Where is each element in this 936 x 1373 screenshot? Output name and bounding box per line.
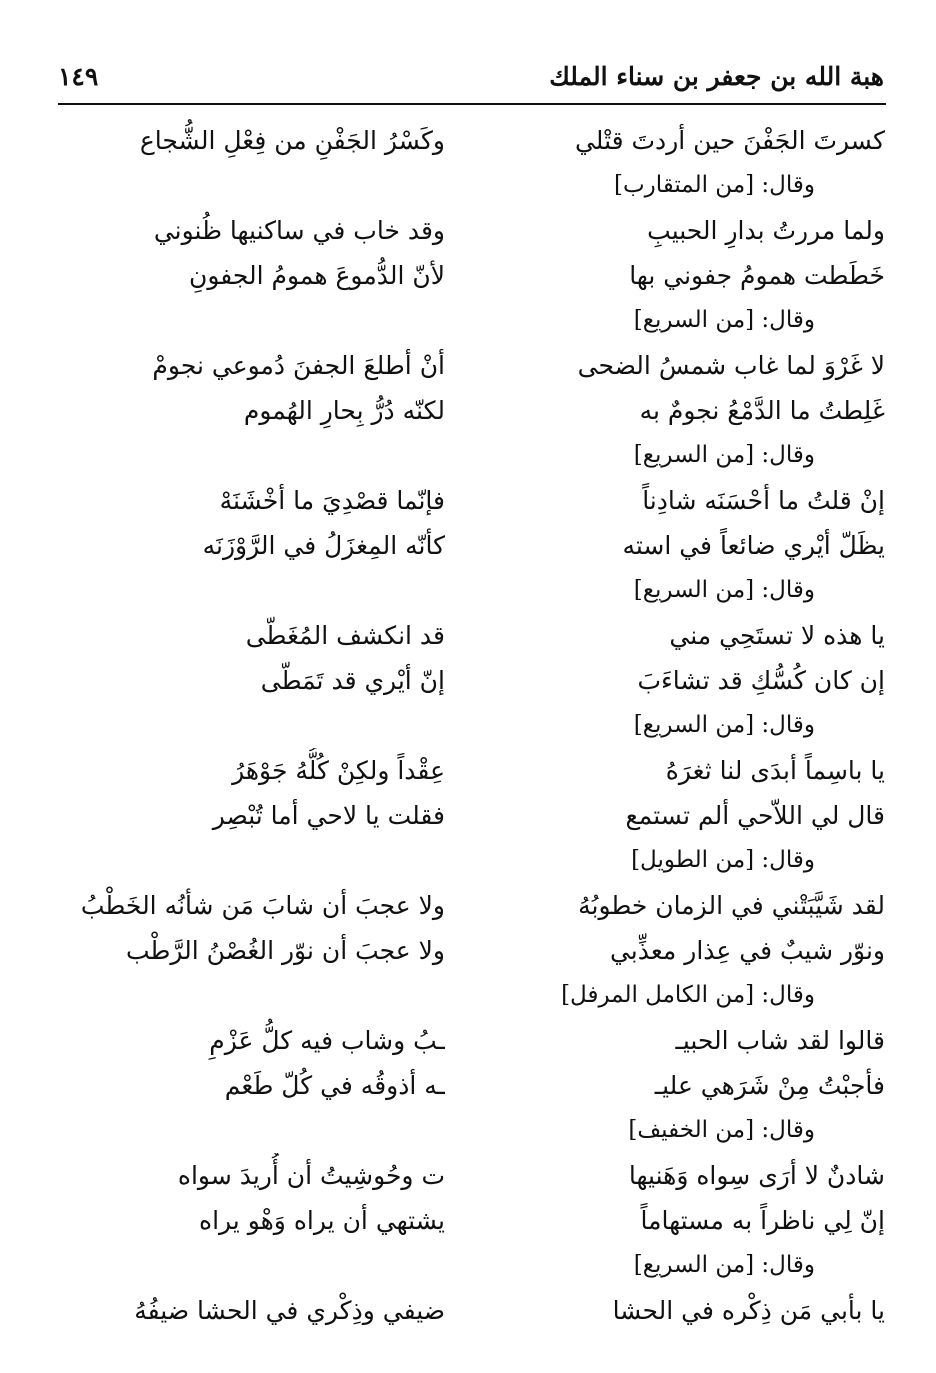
verse-line: [55, 388, 885, 433]
meter-intro-line: [55, 433, 885, 478]
meter-intro-line: [55, 1108, 885, 1153]
first-hemistich: إنّ لِي ناظراً به مستهاماً: [640, 1206, 885, 1235]
second-hemistich: وكَسْرُ الجَفْنِ من فِعْلِ الشُّجاع: [139, 126, 445, 155]
meter-intro-line: [55, 163, 885, 208]
verse-line: [55, 208, 885, 253]
second-hemistich: قد انكشف المُغَطّى: [245, 621, 445, 650]
first-hemistich: لا غَرْوَ لما غاب شمسُ الضحى: [577, 351, 885, 380]
first-hemistich: يا هذه لا تستَحِي مني: [669, 621, 885, 650]
second-hemistich: وقد خاب في ساكنيها ظُنوني: [153, 216, 445, 245]
meter-intro-line: [55, 703, 885, 748]
meter-intro-line: [55, 568, 885, 613]
first-hemistich: يظَلّ أيْري ضائعاً في استه: [622, 531, 885, 560]
meter-intro-line: [55, 1243, 885, 1288]
verse-line: [55, 523, 885, 568]
verse-line: [55, 883, 885, 928]
second-hemistich: ضيفي وذِكْري في الحشا ضيفُهُ: [134, 1296, 445, 1325]
second-hemistich: فإنّما قصْدِيَ ما أخْشَنَهْ: [219, 486, 445, 515]
verse-line: [55, 343, 885, 388]
verse-line: [55, 748, 885, 793]
meter-label: وقال: [من الطويل]: [631, 847, 815, 873]
verse-line: [55, 1153, 885, 1198]
first-hemistich: ولما مررتُ بدارِ الحبيبِ: [647, 216, 885, 245]
running-title: هبة الله بن جعفر بن سناء الملك: [549, 62, 884, 91]
second-hemistich: لأنّ الدُّموعَ همومُ الجفونِ: [188, 261, 445, 290]
header-rule: [58, 103, 886, 105]
first-hemistich: قال لي اللاّحي ألم تستمع: [625, 801, 885, 830]
first-hemistich: شادنٌ لا أرَى سِواه وَهَنيها: [628, 1161, 885, 1190]
verse-line: [55, 253, 885, 298]
meter-label: وقال: [من السريع]: [633, 577, 815, 603]
meter-label: وقال: [من المتقارب]: [613, 172, 815, 198]
second-hemistich: ولا عجبَ أن شابَ مَن شأنُه الخَطْبُ: [80, 891, 445, 920]
verse-line: [55, 478, 885, 523]
first-hemistich: إنْ قلتُ ما أحْسَنَه شادِناً: [642, 486, 885, 515]
poem-body: [55, 118, 885, 1333]
second-hemistich: ت وحُوشِيتُ أن أُريدَ سواه: [177, 1161, 445, 1190]
verse-line: [55, 1018, 885, 1063]
verse-line: [55, 613, 885, 658]
verse-line: [55, 658, 885, 703]
second-hemistich: إنّ أيْري قد تَمَطّى: [260, 666, 445, 695]
meter-intro-line: [55, 838, 885, 883]
second-hemistich: أنْ أطلعَ الجفنَ دُموعي نجومْ: [152, 351, 445, 380]
first-hemistich: قالوا لقد شاب الحبيـ: [675, 1026, 885, 1055]
verse-line: [55, 1063, 885, 1108]
second-hemistich: كأنّه المِغزَلُ في الرَّوْزَنَه: [202, 531, 445, 560]
meter-label: وقال: [من السريع]: [633, 1252, 815, 1278]
first-hemistich: كسرتَ الجَفْنَ حين أردتَ قتْلي: [574, 126, 885, 155]
meter-label: وقال: [من الخفيف]: [628, 1117, 815, 1143]
meter-intro-line: [55, 973, 885, 1018]
verse-line: [55, 793, 885, 838]
page-header: [58, 60, 884, 100]
verse-line: [55, 1288, 885, 1333]
second-hemistich: ـبُ وشاب فيه كلُّ عَزْمِ: [209, 1026, 445, 1055]
meter-label: وقال: [من الكامل المرفل]: [561, 982, 815, 1008]
first-hemistich: يا بأبي مَن ذِكْره في الحشا: [612, 1296, 885, 1325]
second-hemistich: يشتهي أن يراه وَهْو يراه: [198, 1206, 445, 1235]
first-hemistich: إن كان كُسُّكِ قد تشاءَبَ: [637, 666, 885, 695]
second-hemistich: ـه أذوقُه في كُلّ طَعْم: [224, 1071, 445, 1100]
second-hemistich: عِقْداً ولكِنْ كُلُّهُ جَوْهَرُ: [232, 756, 445, 785]
first-hemistich: لقد شَيَّبَتْني في الزمان خطوبُهُ: [578, 891, 885, 920]
second-hemistich: لكنّه دُرُّ بِحارِ الهُموم: [243, 396, 445, 425]
first-hemistich: فأجبْتُ مِنْ شَرَهي عليـ: [654, 1071, 885, 1100]
meter-intro-line: [55, 298, 885, 343]
first-hemistich: غَلِطتُ ما الدَّمْعُ نجومٌ به: [639, 396, 885, 425]
meter-label: وقال: [من السريع]: [633, 307, 815, 333]
first-hemistich: خَطَطت همومُ جفوني بها: [629, 261, 885, 290]
verse-line: [55, 1198, 885, 1243]
meter-label: وقال: [من السريع]: [633, 442, 815, 468]
first-hemistich: ونوّر شيبٌ في عِذار معذِّبي: [609, 936, 885, 965]
first-hemistich: يا باسِماً أبدَى لنا ثغرَهُ: [665, 756, 885, 785]
verse-line: [55, 118, 885, 163]
second-hemistich: ولا عجبَ أن نوّر الغُصْنُ الرَّطْب: [125, 936, 445, 965]
second-hemistich: فقلت يا لاحي أما تُبْصِر: [212, 801, 445, 830]
verse-line: [55, 928, 885, 973]
page-number: ١٤٩: [58, 62, 99, 91]
meter-label: وقال: [من السريع]: [633, 712, 815, 738]
